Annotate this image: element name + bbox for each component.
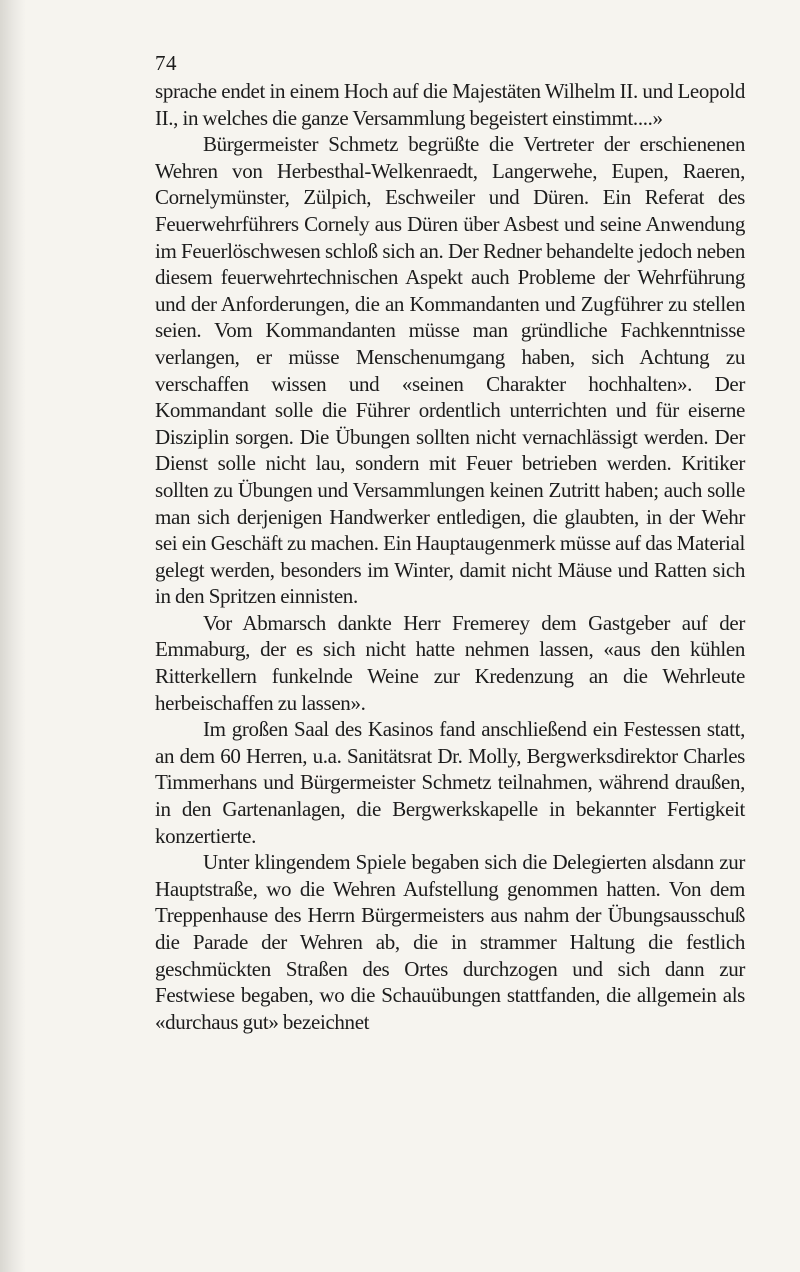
- book-page: [155, 48, 745, 1035]
- paragraph-continuation: sprache endet in einem Hoch auf die Majestäten Wilhelm II. und Leopold II., in welches die ganze Versammlung begeistert einstimmt....»: [155, 79, 745, 130]
- paragraph-fremerey-thanks: Vor Abmarsch dankte Herr Fremerey dem Gastgeber auf der Emmaburg, der es sich nicht hatte nehmen lassen, «aus den kühlen Ritterkellern funkelnde Weine zur Kredenzung an die Wehrleute herbeischaffen zu lassen».: [155, 610, 745, 715]
- paragraph-banquet: Im großen Saal des Kasinos fand anschließend ein Festessen statt, an dem 60 Herren, u.a. Sanitätsrat Dr. Molly, Bergwerksdirektor Charles Timmerhans und Bürgermeister Schmetz teilnahmen, während draußen, in den Gartenanlagen, die Bergwerkskapelle in bekannter Fertigkeit konzertierte.: [155, 717, 745, 848]
- page-number: 74: [155, 51, 177, 75]
- paragraph-mayor-schmetz: Bürgermeister Schmetz begrüßte die Vertreter der erschienenen Wehren von Herbesthal-Welkenraedt, Langerwehe, Eupen, Raeren, Cornelymünster, Zülpich, Eschweiler und Düren. Ein Referat des Feuerwehrführers Cornely aus Düren über Asbest und seine Anwendung im Feuerlöschwesen schloß sich an. Der Redner behandelte jedoch neben diesem feuerwehrtechnischen Aspekt auch Probleme der Wehrführung und der Anforderungen, die an Kommandanten und Zugführer zu stellen seien. Vom Kommandanten müsse man gründliche Fachkenntnisse verlangen, er müsse Menschenumgang haben, sich Achtung zu verschaffen wissen und «seinen Charakter hochhalten». Der Kommandant solle die Führer ordentlich unterrichten und für eiserne Disziplin sorgen. Die Übungen sollten nicht vernachlässigt werden. Der Dienst solle nicht lau, sondern mit Feuer betrieben werden. Kritiker sollten zu Übungen und Versammlungen keinen Zutritt haben; auch solle man sich derjenigen Handwerker entledigen, die glaubten, in der Wehr sei ein Geschäft zu machen. Ein Hauptaugenmerk müsse auf das Material gelegt werden, besonders im Winter, damit nicht Mäuse und Ratten sich in den Spritzen einnisten.: [155, 132, 745, 609]
- paragraph-parade: Unter klingendem Spiele begaben sich die Delegierten alsdann zur Hauptstraße, wo die Wehren Aufstellung genommen hatten. Von dem Treppenhause des Herrn Bürgermeisters aus nahm der Übungsausschuß die Parade der Wehren ab, die in strammer Haltung die festlich geschmückten Straßen des Ortes durchzogen und sich dann zur Festwiese begaben, wo die Schauübungen stattfanden, die allgemein als «durchaus gut» bezeichnet: [155, 850, 745, 1034]
- book-gutter-shadow: [0, 0, 26, 1272]
